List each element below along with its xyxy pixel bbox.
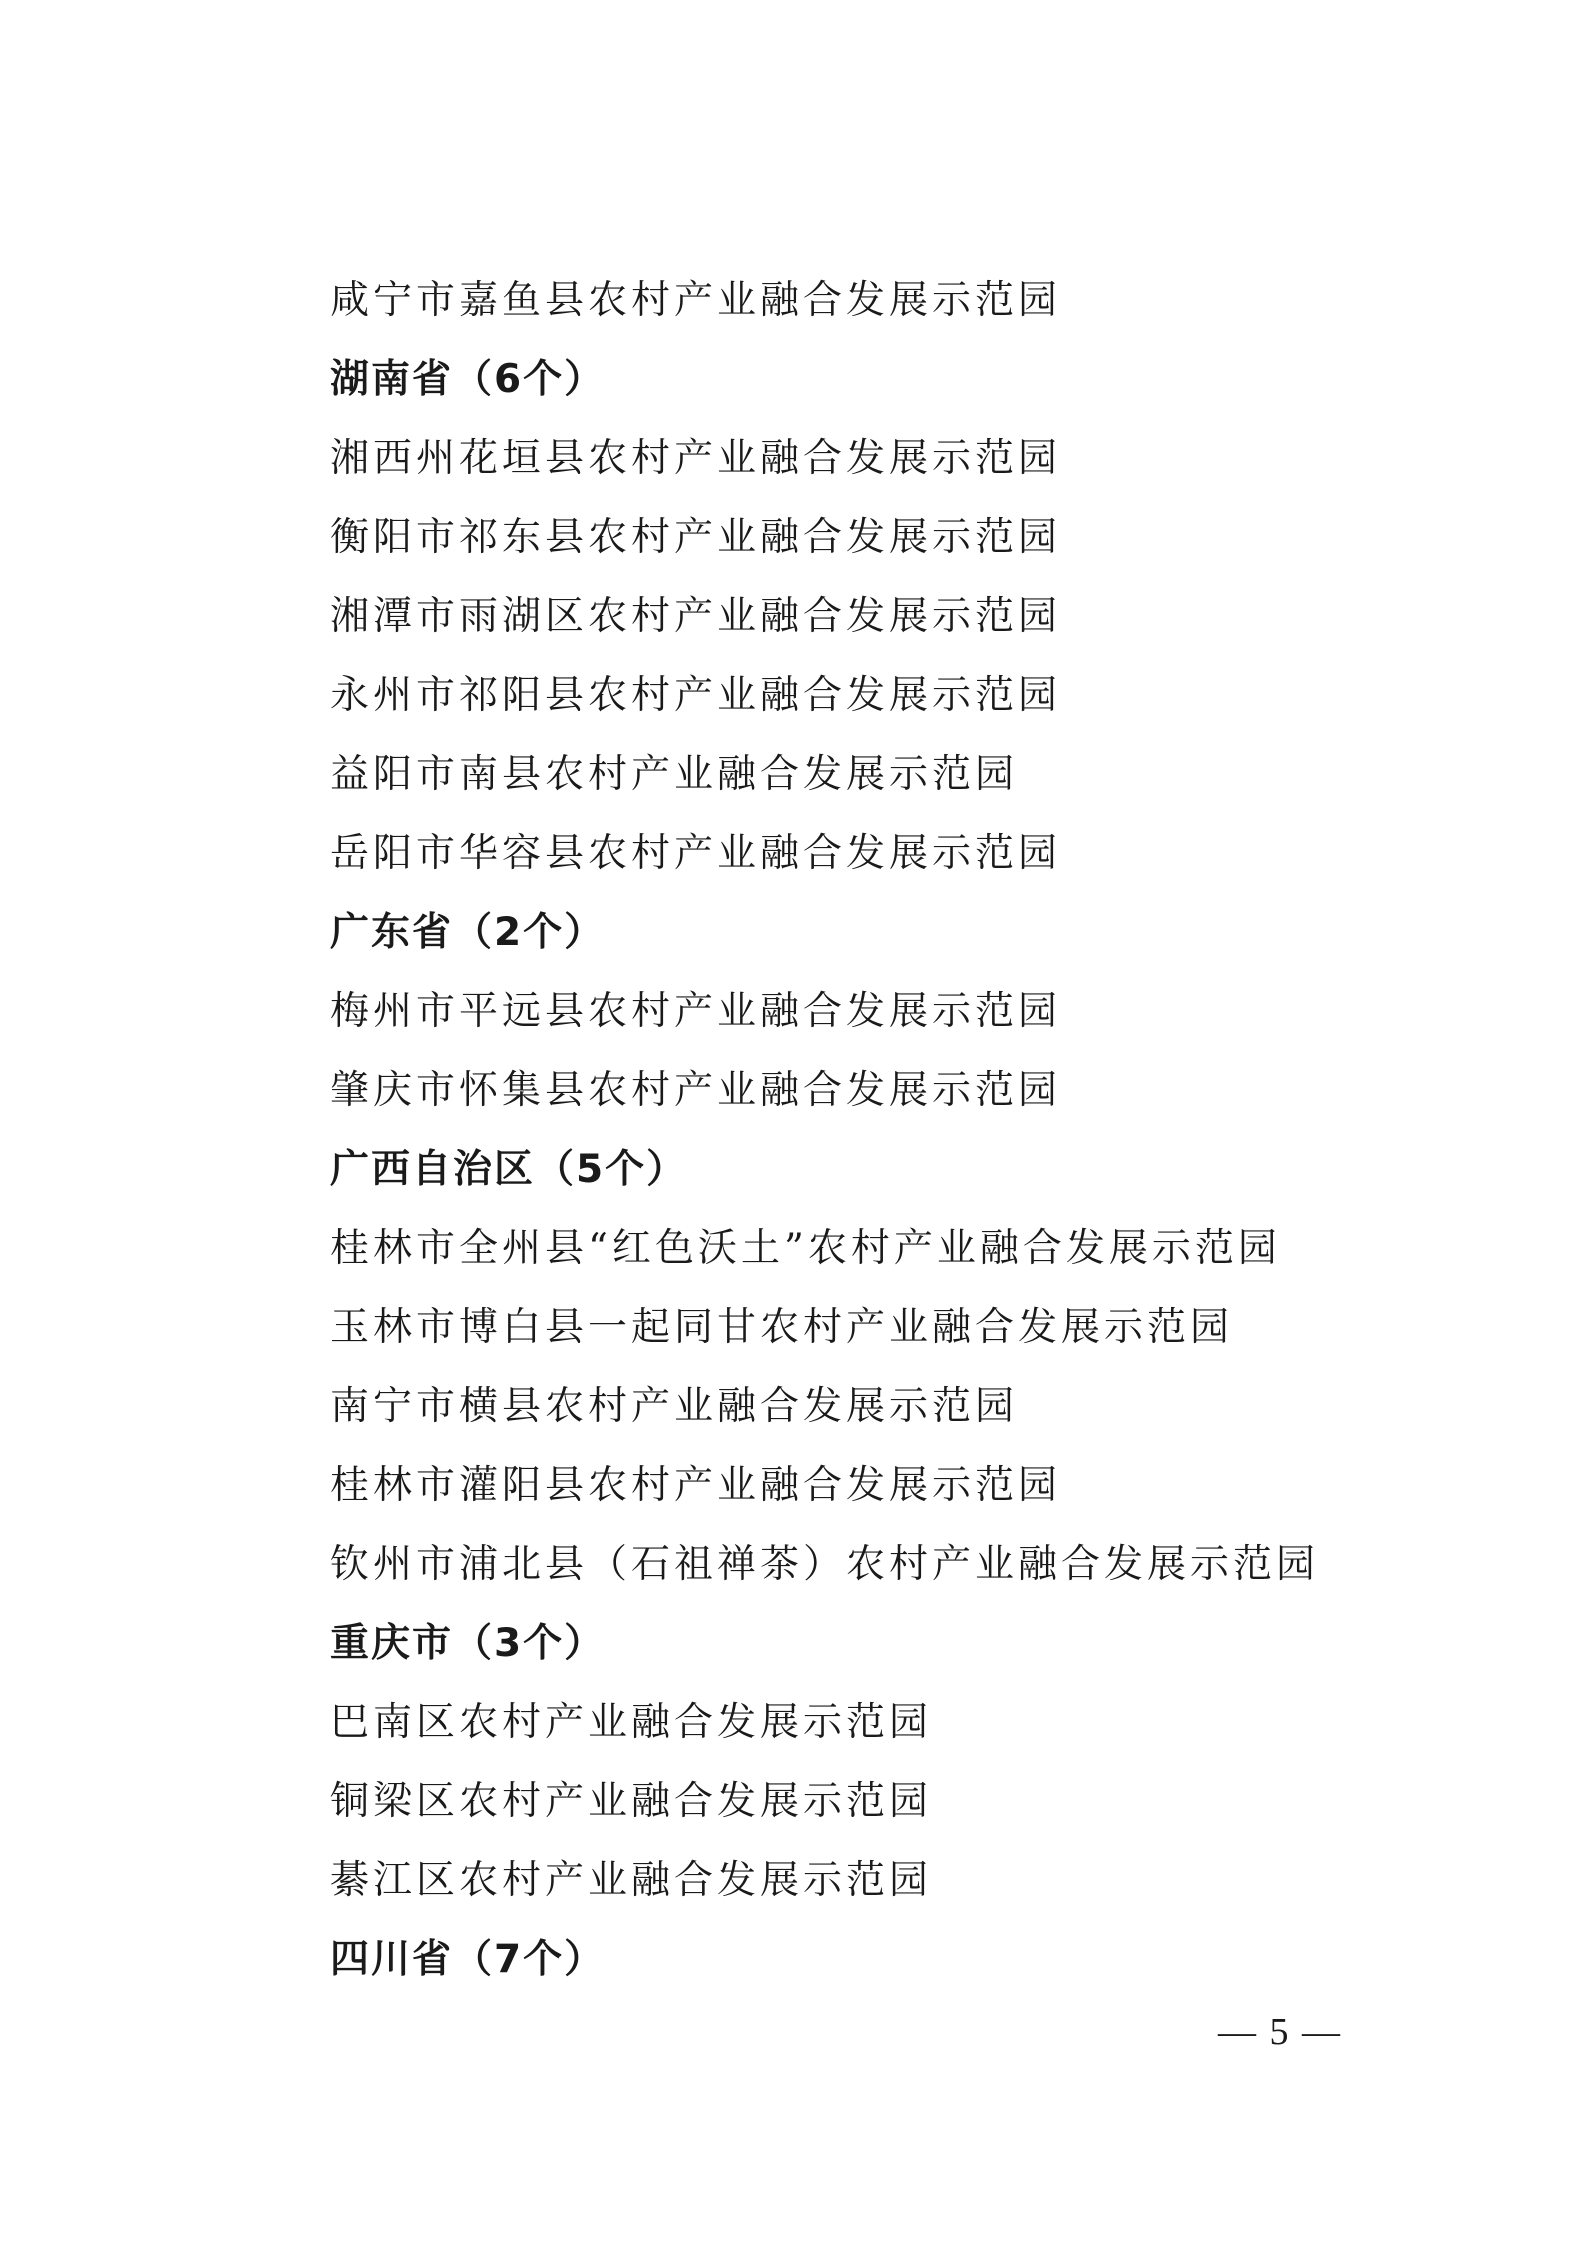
list-item: 衡阳市祁东县农村产业融合发展示范园: [330, 515, 1062, 560]
province-heading: 湖南省（6个）: [330, 357, 606, 402]
list-item: 南宁市横县农村产业融合发展示范园: [330, 1384, 1019, 1429]
list-item: 湘西州花垣县农村产业融合发展示范园: [330, 436, 1062, 481]
document-body: [330, 261, 1330, 1999]
list-item: 桂林市灌阳县农村产业融合发展示范园: [330, 1463, 1062, 1508]
list-item: 钦州市浦北县（石祖禅茶）农村产业融合发展示范园: [330, 1542, 1320, 1587]
list-item: 巴南区农村产业融合发展示范园: [330, 1700, 933, 1745]
province-heading: 广西自治区（5个）: [330, 1147, 688, 1192]
province-heading: 广东省（2个）: [330, 910, 606, 955]
province-heading: 重庆市（3个）: [330, 1621, 606, 1666]
list-item: 玉林市博白县一起同甘农村产业融合发展示范园: [330, 1305, 1234, 1350]
list-item: 湘潭市雨湖区农村产业融合发展示范园: [330, 594, 1062, 639]
list-item: 永州市祁阳县农村产业融合发展示范园: [330, 673, 1062, 718]
list-item: 綦江区农村产业融合发展示范园: [330, 1858, 933, 1903]
list-item: 咸宁市嘉鱼县农村产业融合发展示范园: [330, 278, 1062, 323]
list-item: 桂林市全州县“红色沃土”农村产业融合发展示范园: [330, 1226, 1281, 1271]
page-number: — 5 —: [1218, 2011, 1342, 2053]
list-item: 益阳市南县农村产业融合发展示范园: [330, 752, 1019, 797]
province-heading: 四川省（7个）: [330, 1937, 606, 1982]
list-item: 肇庆市怀集县农村产业融合发展示范园: [330, 1068, 1062, 1113]
list-item: 岳阳市华容县农村产业融合发展示范园: [330, 831, 1062, 876]
list-item: 铜梁区农村产业融合发展示范园: [330, 1779, 933, 1824]
list-item: 梅州市平远县农村产业融合发展示范园: [330, 989, 1062, 1034]
